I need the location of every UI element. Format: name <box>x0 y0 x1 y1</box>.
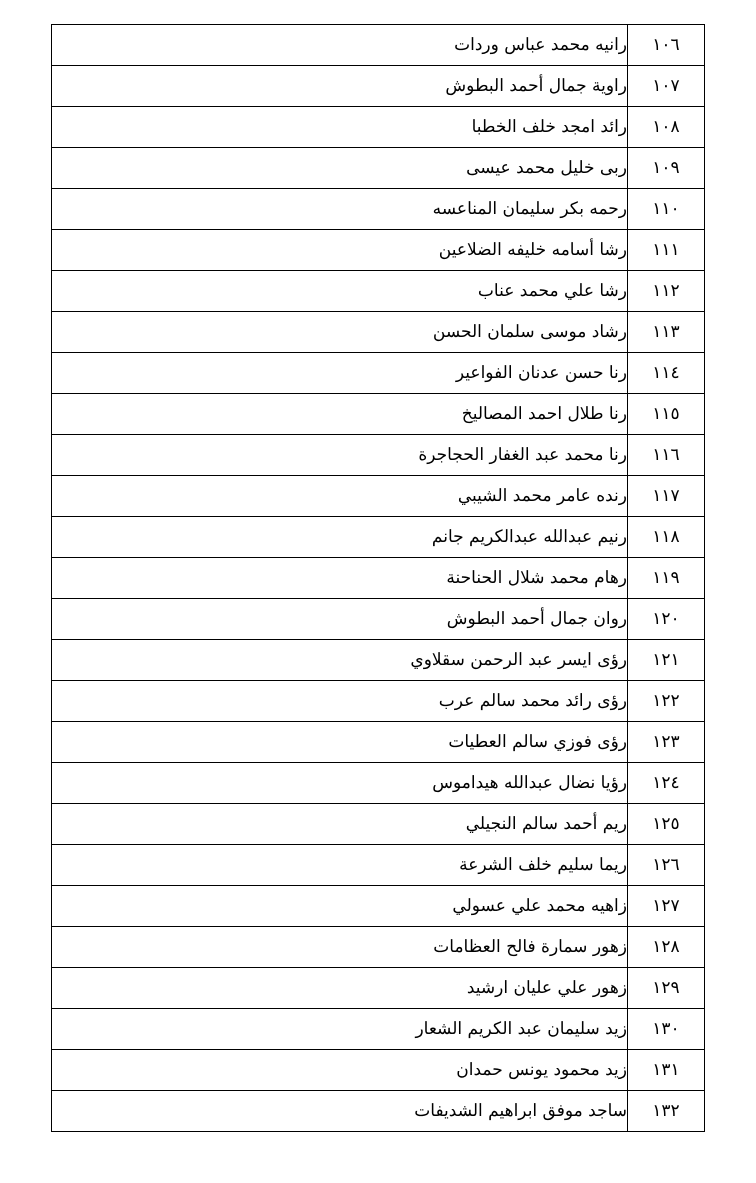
row-name: رانيه محمد عباس وردات <box>52 25 628 66</box>
row-number: ١١٨ <box>628 517 705 558</box>
row-number: ١١١ <box>628 230 705 271</box>
row-number: ١٢٥ <box>628 804 705 845</box>
row-name: ساجد موفق ابراهيم الشديفات <box>52 1091 628 1132</box>
row-name: رهام محمد شلال الحناحنة <box>52 558 628 599</box>
row-name: ريما سليم خلف الشرعة <box>52 845 628 886</box>
table-row <box>52 189 705 230</box>
row-number: ١٢٦ <box>628 845 705 886</box>
row-name: رنده عامر محمد الشيبي <box>52 476 628 517</box>
table-row <box>52 599 705 640</box>
row-name: رنا طلال احمد المصاليخ <box>52 394 628 435</box>
row-number: ١٠٦ <box>628 25 705 66</box>
row-number: ١٢٣ <box>628 722 705 763</box>
row-name: رنا حسن عدنان الفواعير <box>52 353 628 394</box>
row-number: ١٢٧ <box>628 886 705 927</box>
table-row <box>52 558 705 599</box>
table-row <box>52 353 705 394</box>
row-number: ١٠٩ <box>628 148 705 189</box>
row-number: ١٢٢ <box>628 681 705 722</box>
row-number: ١١٢ <box>628 271 705 312</box>
row-name: زاهيه محمد علي عسولي <box>52 886 628 927</box>
row-number: ١٠٨ <box>628 107 705 148</box>
table-row <box>52 804 705 845</box>
row-number: ١٠٧ <box>628 66 705 107</box>
table-row <box>52 148 705 189</box>
table-row <box>52 968 705 1009</box>
table-row <box>52 66 705 107</box>
row-number: ١٣١ <box>628 1050 705 1091</box>
row-name: رؤيا نضال عبدالله هيداموس <box>52 763 628 804</box>
row-name: راوية جمال أحمد البطوش <box>52 66 628 107</box>
table-row <box>52 230 705 271</box>
row-number: ١٣٢ <box>628 1091 705 1132</box>
row-name: ربى خليل محمد عيسى <box>52 148 628 189</box>
row-name: زيد سليمان عبد الكريم الشعار <box>52 1009 628 1050</box>
row-name: زهور سمارة فالح العظامات <box>52 927 628 968</box>
table-row <box>52 1091 705 1132</box>
table-row <box>52 476 705 517</box>
row-number: ١١٤ <box>628 353 705 394</box>
row-name: رشا علي محمد عناب <box>52 271 628 312</box>
table-row <box>52 1050 705 1091</box>
table-row <box>52 107 705 148</box>
row-number: ١١٣ <box>628 312 705 353</box>
table-row <box>52 271 705 312</box>
table-row <box>52 1009 705 1050</box>
row-number: ١٢٤ <box>628 763 705 804</box>
table-row <box>52 517 705 558</box>
row-number: ١١٥ <box>628 394 705 435</box>
row-name: رؤى رائد محمد سالم عرب <box>52 681 628 722</box>
row-name: رائد امجد خلف الخطبا <box>52 107 628 148</box>
row-name: روان جمال أحمد البطوش <box>52 599 628 640</box>
table-row <box>52 763 705 804</box>
table-row <box>52 394 705 435</box>
row-name: رؤى فوزي سالم العطيات <box>52 722 628 763</box>
table-row <box>52 681 705 722</box>
row-number: ١٢١ <box>628 640 705 681</box>
row-name: زيد محمود يونس حمدان <box>52 1050 628 1091</box>
row-number: ١١٧ <box>628 476 705 517</box>
row-number: ١٢٠ <box>628 599 705 640</box>
table-row <box>52 312 705 353</box>
row-name: رشا أسامه خليفه الضلاعين <box>52 230 628 271</box>
table-row <box>52 845 705 886</box>
names-table <box>51 24 705 1132</box>
table-row <box>52 25 705 66</box>
row-number: ١٢٩ <box>628 968 705 1009</box>
row-number: ١١٩ <box>628 558 705 599</box>
row-number: ١١٦ <box>628 435 705 476</box>
row-name: رشاد موسى سلمان الحسن <box>52 312 628 353</box>
row-number: ١١٠ <box>628 189 705 230</box>
table-row <box>52 435 705 476</box>
row-name: زهور علي عليان ارشيد <box>52 968 628 1009</box>
table-row <box>52 886 705 927</box>
row-name: رنا محمد عبد الغفار الحجاجرة <box>52 435 628 476</box>
table-row <box>52 640 705 681</box>
row-name: ريم أحمد سالم النجيلي <box>52 804 628 845</box>
row-name: رحمه بكر سليمان المناعسه <box>52 189 628 230</box>
row-name: رؤى ايسر عبد الرحمن سقلاوي <box>52 640 628 681</box>
row-number: ١٣٠ <box>628 1009 705 1050</box>
table-row <box>52 722 705 763</box>
row-name: رنيم عبدالله عبدالكريم جانم <box>52 517 628 558</box>
row-number: ١٢٨ <box>628 927 705 968</box>
table-row <box>52 927 705 968</box>
names-table-body <box>52 25 705 1132</box>
